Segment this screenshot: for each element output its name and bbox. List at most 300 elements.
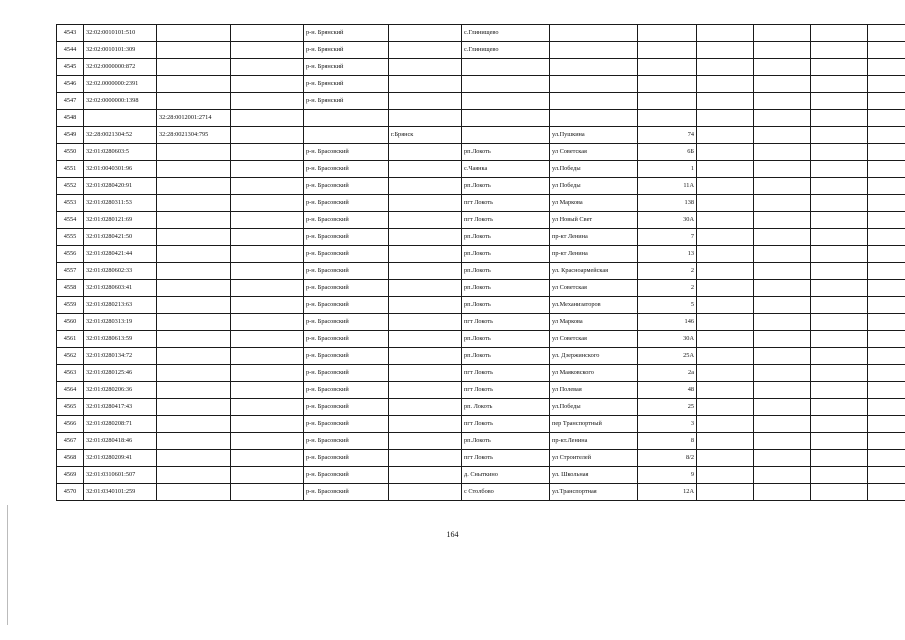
cell-district: р-н. Брасовский <box>304 348 389 365</box>
cell-locality: рп.Локоть <box>462 144 550 161</box>
cell-empty-3 <box>231 365 304 382</box>
cell-empty-9 <box>697 280 754 297</box>
cell-house-number: 1 <box>638 161 697 178</box>
cell-locality: рп.Локоть <box>462 178 550 195</box>
cell-cadastral-number: 32:01:0280206:36 <box>84 382 157 399</box>
cell-cadastral-number: 32:01:0280313:19 <box>84 314 157 331</box>
cell-house-number <box>638 76 697 93</box>
cell-empty-12 <box>868 331 905 348</box>
cell-empty-11 <box>811 246 868 263</box>
cell-empty-10 <box>754 382 811 399</box>
cell-district: р-н. Брасовский <box>304 314 389 331</box>
cell-record-number: 4553 <box>57 195 84 212</box>
cell-street <box>550 93 638 110</box>
cell-city <box>389 76 462 93</box>
cell-record-number: 4547 <box>57 93 84 110</box>
cell-empty-10 <box>754 263 811 280</box>
cell-street <box>550 110 638 127</box>
cell-cadastral-number-2 <box>157 433 231 450</box>
cell-cadastral-number: 32:01:0280613:59 <box>84 331 157 348</box>
cell-city <box>389 416 462 433</box>
cell-empty-10 <box>754 399 811 416</box>
cell-cadastral-number: 32:01:0280421:44 <box>84 246 157 263</box>
cell-city: г.Брянск <box>389 127 462 144</box>
cell-street: ул Советская <box>550 280 638 297</box>
cell-cadastral-number: 32:01:0040301:96 <box>84 161 157 178</box>
cell-empty-10 <box>754 127 811 144</box>
cell-city <box>389 59 462 76</box>
cell-district: р-н. Брянский <box>304 25 389 42</box>
cell-empty-12 <box>868 212 905 229</box>
cell-locality: пгт Локоть <box>462 314 550 331</box>
cell-empty-12 <box>868 59 905 76</box>
cell-record-number: 4565 <box>57 399 84 416</box>
cell-empty-3 <box>231 229 304 246</box>
scan-edge-line <box>7 505 8 625</box>
table-row <box>57 212 905 229</box>
cell-house-number: 146 <box>638 314 697 331</box>
cell-record-number: 4566 <box>57 416 84 433</box>
cell-city <box>389 93 462 110</box>
cell-empty-10 <box>754 280 811 297</box>
cell-empty-12 <box>868 263 905 280</box>
cell-empty-11 <box>811 42 868 59</box>
cell-district <box>304 110 389 127</box>
cell-cadastral-number: 32:01:0280209:41 <box>84 450 157 467</box>
cell-empty-9 <box>697 467 754 484</box>
cell-empty-3 <box>231 484 304 501</box>
cell-house-number: 30А <box>638 331 697 348</box>
cell-empty-11 <box>811 161 868 178</box>
cell-empty-3 <box>231 331 304 348</box>
cell-cadastral-number: 32:02:0010101:510 <box>84 25 157 42</box>
cell-district: р-н. Брасовский <box>304 433 389 450</box>
cell-locality: рп.Локоть <box>462 297 550 314</box>
cell-empty-3 <box>231 280 304 297</box>
cell-empty-9 <box>697 76 754 93</box>
cell-city <box>389 263 462 280</box>
cell-empty-12 <box>868 229 905 246</box>
cell-street: ул. Красноармейская <box>550 263 638 280</box>
cell-empty-10 <box>754 484 811 501</box>
cell-empty-3 <box>231 314 304 331</box>
cell-empty-11 <box>811 399 868 416</box>
cell-empty-12 <box>868 484 905 501</box>
cell-locality: с Столбово <box>462 484 550 501</box>
cell-empty-3 <box>231 42 304 59</box>
cell-locality: пгт Локоть <box>462 416 550 433</box>
cell-locality: рп.Локоть <box>462 433 550 450</box>
cell-empty-12 <box>868 178 905 195</box>
cell-city <box>389 246 462 263</box>
cell-empty-3 <box>231 110 304 127</box>
table-row <box>57 348 905 365</box>
cell-district: р-н. Брасовский <box>304 246 389 263</box>
cell-district: р-н. Брасовский <box>304 229 389 246</box>
cell-district: р-н. Брянский <box>304 93 389 110</box>
cell-empty-3 <box>231 127 304 144</box>
cell-city <box>389 42 462 59</box>
cell-cadastral-number: 32:01:0280420:91 <box>84 178 157 195</box>
cell-empty-3 <box>231 25 304 42</box>
table-row <box>57 229 905 246</box>
cell-empty-9 <box>697 314 754 331</box>
cell-district: р-н. Брасовский <box>304 212 389 229</box>
cell-street: ул.Победы <box>550 161 638 178</box>
cell-house-number: 12А <box>638 484 697 501</box>
cell-empty-10 <box>754 246 811 263</box>
cell-cadastral-number: 32:01:0280603:41 <box>84 280 157 297</box>
cell-district: р-н. Брасовский <box>304 161 389 178</box>
cell-empty-10 <box>754 229 811 246</box>
cell-empty-9 <box>697 246 754 263</box>
cell-street: ул Полевая <box>550 382 638 399</box>
cell-cadastral-number-2 <box>157 382 231 399</box>
cell-empty-10 <box>754 110 811 127</box>
cell-house-number: 7 <box>638 229 697 246</box>
cell-district: р-н. Брянский <box>304 59 389 76</box>
cell-empty-12 <box>868 382 905 399</box>
cell-cadastral-number-2 <box>157 416 231 433</box>
cell-street: ул.Пушкина <box>550 127 638 144</box>
cell-empty-11 <box>811 416 868 433</box>
cell-empty-11 <box>811 25 868 42</box>
cell-street: пр-кт Ленина <box>550 246 638 263</box>
cell-record-number: 4550 <box>57 144 84 161</box>
cell-cadastral-number: 32:01:0280603:5 <box>84 144 157 161</box>
cell-house-number: 8 <box>638 433 697 450</box>
cell-record-number: 4543 <box>57 25 84 42</box>
cell-cadastral-number-2 <box>157 263 231 280</box>
cell-empty-11 <box>811 76 868 93</box>
cell-district: р-н. Брасовский <box>304 280 389 297</box>
cell-empty-9 <box>697 382 754 399</box>
cell-empty-11 <box>811 110 868 127</box>
cell-locality: рп.Локоть <box>462 263 550 280</box>
table-row <box>57 263 905 280</box>
cell-locality: рп. Локоть <box>462 399 550 416</box>
cell-city <box>389 314 462 331</box>
cell-locality <box>462 76 550 93</box>
cell-empty-12 <box>868 110 905 127</box>
table-row <box>57 314 905 331</box>
cell-cadastral-number-2 <box>157 195 231 212</box>
cell-locality: рп.Локоть <box>462 331 550 348</box>
cell-street: пр-кт Ленина <box>550 229 638 246</box>
cell-district: р-н. Брасовский <box>304 467 389 484</box>
cell-empty-10 <box>754 416 811 433</box>
cell-record-number: 4569 <box>57 467 84 484</box>
cell-cadastral-number-2 <box>157 59 231 76</box>
cell-cadastral-number-2 <box>157 25 231 42</box>
cell-locality <box>462 127 550 144</box>
cell-empty-12 <box>868 314 905 331</box>
cell-empty-10 <box>754 314 811 331</box>
cell-street: ул Победы <box>550 178 638 195</box>
cell-cadastral-number: 32:01:0280311:53 <box>84 195 157 212</box>
cell-empty-9 <box>697 433 754 450</box>
cell-city <box>389 195 462 212</box>
cell-cadastral-number: 32:02:0000000:1398 <box>84 93 157 110</box>
cell-house-number <box>638 93 697 110</box>
property-registry-table <box>56 24 905 501</box>
table-row <box>57 382 905 399</box>
cell-city <box>389 365 462 382</box>
cell-empty-10 <box>754 42 811 59</box>
cell-street: ул Советская <box>550 144 638 161</box>
cell-empty-11 <box>811 195 868 212</box>
cell-empty-10 <box>754 212 811 229</box>
table-row <box>57 331 905 348</box>
cell-empty-11 <box>811 59 868 76</box>
cell-empty-12 <box>868 348 905 365</box>
cell-empty-3 <box>231 433 304 450</box>
cell-record-number: 4568 <box>57 450 84 467</box>
cell-cadastral-number-2 <box>157 144 231 161</box>
cell-empty-11 <box>811 212 868 229</box>
cell-district <box>304 127 389 144</box>
cell-empty-3 <box>231 212 304 229</box>
cell-street: ул Маркова <box>550 195 638 212</box>
cell-street: ул. Дзержинского <box>550 348 638 365</box>
cell-house-number: 30А <box>638 212 697 229</box>
cell-house-number: 3 <box>638 416 697 433</box>
cell-empty-12 <box>868 127 905 144</box>
cell-cadastral-number-2 <box>157 161 231 178</box>
cell-city <box>389 178 462 195</box>
cell-empty-9 <box>697 195 754 212</box>
cell-empty-11 <box>811 467 868 484</box>
table-row <box>57 110 905 127</box>
cell-district: р-н. Брянский <box>304 42 389 59</box>
cell-empty-11 <box>811 433 868 450</box>
cell-record-number: 4548 <box>57 110 84 127</box>
cell-house-number: 5 <box>638 297 697 314</box>
cell-empty-9 <box>697 331 754 348</box>
cell-street: ул.Победы <box>550 399 638 416</box>
cell-empty-11 <box>811 450 868 467</box>
cell-city <box>389 144 462 161</box>
cell-locality: д. Сныткино <box>462 467 550 484</box>
cell-empty-11 <box>811 229 868 246</box>
cell-locality: пгт Локоть <box>462 365 550 382</box>
table-row <box>57 297 905 314</box>
cell-cadastral-number: 32:01:0280121:69 <box>84 212 157 229</box>
cell-empty-3 <box>231 76 304 93</box>
cell-district: р-н. Брасовский <box>304 484 389 501</box>
cell-record-number: 4555 <box>57 229 84 246</box>
cell-cadastral-number-2 <box>157 246 231 263</box>
cell-empty-9 <box>697 42 754 59</box>
cell-street: ул Маяковского <box>550 365 638 382</box>
cell-record-number: 4554 <box>57 212 84 229</box>
cell-empty-3 <box>231 450 304 467</box>
cell-empty-12 <box>868 246 905 263</box>
cell-cadastral-number: 32:01:0280213:63 <box>84 297 157 314</box>
table-row <box>57 42 905 59</box>
cell-cadastral-number: 32:01:0280417:43 <box>84 399 157 416</box>
cell-empty-12 <box>868 399 905 416</box>
cell-empty-10 <box>754 76 811 93</box>
cell-cadastral-number-2 <box>157 484 231 501</box>
cell-house-number: 138 <box>638 195 697 212</box>
cell-empty-10 <box>754 297 811 314</box>
cell-cadastral-number-2 <box>157 450 231 467</box>
cell-cadastral-number-2 <box>157 178 231 195</box>
cell-empty-10 <box>754 59 811 76</box>
cell-cadastral-number: 32:01:0280125:46 <box>84 365 157 382</box>
cell-city <box>389 450 462 467</box>
cell-street: ул Строителей <box>550 450 638 467</box>
cell-record-number: 4557 <box>57 263 84 280</box>
table-row <box>57 280 905 297</box>
cell-empty-9 <box>697 297 754 314</box>
cell-house-number <box>638 42 697 59</box>
cell-house-number: 2 <box>638 263 697 280</box>
cell-city <box>389 297 462 314</box>
cell-empty-11 <box>811 178 868 195</box>
cell-empty-3 <box>231 178 304 195</box>
cell-empty-3 <box>231 467 304 484</box>
cell-cadastral-number: 32:01:0280421:50 <box>84 229 157 246</box>
cell-empty-11 <box>811 144 868 161</box>
cell-empty-9 <box>697 178 754 195</box>
cell-empty-12 <box>868 161 905 178</box>
cell-district: р-н. Брасовский <box>304 195 389 212</box>
cell-house-number <box>638 59 697 76</box>
cell-empty-10 <box>754 433 811 450</box>
cell-cadastral-number-2 <box>157 212 231 229</box>
cell-empty-12 <box>868 280 905 297</box>
cell-cadastral-number: 32:01:0310601:507 <box>84 467 157 484</box>
cell-street: ул Маркова <box>550 314 638 331</box>
cell-record-number: 4560 <box>57 314 84 331</box>
cell-empty-9 <box>697 450 754 467</box>
cell-empty-9 <box>697 93 754 110</box>
cell-district: р-н. Брянский <box>304 76 389 93</box>
cell-empty-11 <box>811 263 868 280</box>
cell-empty-9 <box>697 144 754 161</box>
cell-locality: рп.Локоть <box>462 280 550 297</box>
cell-cadastral-number-2 <box>157 314 231 331</box>
cell-record-number: 4552 <box>57 178 84 195</box>
cell-district: р-н. Брасовский <box>304 399 389 416</box>
cell-cadastral-number: 32:02:0000000:872 <box>84 59 157 76</box>
cell-empty-12 <box>868 433 905 450</box>
cell-record-number: 4570 <box>57 484 84 501</box>
table-row <box>57 178 905 195</box>
cell-empty-3 <box>231 246 304 263</box>
cell-empty-11 <box>811 280 868 297</box>
cell-house-number: 48 <box>638 382 697 399</box>
cell-empty-12 <box>868 42 905 59</box>
cell-city <box>389 25 462 42</box>
cell-empty-10 <box>754 25 811 42</box>
cell-empty-11 <box>811 331 868 348</box>
cell-house-number: 74 <box>638 127 697 144</box>
cell-city <box>389 229 462 246</box>
cell-empty-12 <box>868 450 905 467</box>
cell-record-number: 4549 <box>57 127 84 144</box>
cell-house-number: 25А <box>638 348 697 365</box>
cell-record-number: 4546 <box>57 76 84 93</box>
cell-cadastral-number: 32:01:0280418:46 <box>84 433 157 450</box>
cell-city <box>389 161 462 178</box>
cell-empty-9 <box>697 127 754 144</box>
cell-locality: с.Глинищево <box>462 42 550 59</box>
table-row <box>57 93 905 110</box>
cell-cadastral-number: 32:02:0010101:309 <box>84 42 157 59</box>
cell-house-number: 2а <box>638 365 697 382</box>
cell-cadastral-number-2 <box>157 76 231 93</box>
cell-district: р-н. Брасовский <box>304 450 389 467</box>
cell-locality: пгт Локоть <box>462 195 550 212</box>
cell-record-number: 4559 <box>57 297 84 314</box>
cell-street: ул.Транспортная <box>550 484 638 501</box>
cell-street <box>550 59 638 76</box>
cell-house-number <box>638 110 697 127</box>
cell-empty-3 <box>231 263 304 280</box>
cell-house-number: 8/2 <box>638 450 697 467</box>
cell-street: ул Новый Свет <box>550 212 638 229</box>
table-row <box>57 161 905 178</box>
cell-empty-3 <box>231 195 304 212</box>
cell-empty-12 <box>868 93 905 110</box>
cell-record-number: 4558 <box>57 280 84 297</box>
cell-empty-3 <box>231 161 304 178</box>
cell-empty-9 <box>697 212 754 229</box>
cell-locality <box>462 110 550 127</box>
cell-cadastral-number-2 <box>157 297 231 314</box>
cell-cadastral-number-2 <box>157 42 231 59</box>
cell-empty-12 <box>868 76 905 93</box>
cell-cadastral-number-2 <box>157 467 231 484</box>
cell-cadastral-number-2 <box>157 280 231 297</box>
cell-empty-11 <box>811 314 868 331</box>
cell-empty-10 <box>754 467 811 484</box>
cell-house-number <box>638 25 697 42</box>
cell-street: пр-кт.Ленина <box>550 433 638 450</box>
table-row <box>57 467 905 484</box>
cell-empty-12 <box>868 416 905 433</box>
cell-street: пер Транспортный <box>550 416 638 433</box>
cell-house-number: 25 <box>638 399 697 416</box>
cell-empty-3 <box>231 297 304 314</box>
cell-empty-12 <box>868 467 905 484</box>
cell-empty-9 <box>697 229 754 246</box>
table-row <box>57 76 905 93</box>
cell-empty-11 <box>811 365 868 382</box>
cell-empty-10 <box>754 365 811 382</box>
cell-locality: рп.Локоть <box>462 246 550 263</box>
cell-empty-10 <box>754 178 811 195</box>
registry-table-body <box>57 25 905 501</box>
cell-cadastral-number: 32:28:0021304:52 <box>84 127 157 144</box>
cell-cadastral-number-2 <box>157 348 231 365</box>
cell-record-number: 4562 <box>57 348 84 365</box>
cell-empty-3 <box>231 399 304 416</box>
cell-empty-10 <box>754 331 811 348</box>
cell-city <box>389 212 462 229</box>
cell-empty-10 <box>754 161 811 178</box>
cell-cadastral-number-2 <box>157 365 231 382</box>
cell-empty-11 <box>811 382 868 399</box>
cell-locality: пгт Локоть <box>462 212 550 229</box>
table-row <box>57 416 905 433</box>
cell-cadastral-number-2 <box>157 331 231 348</box>
cell-empty-9 <box>697 348 754 365</box>
cell-empty-12 <box>868 365 905 382</box>
